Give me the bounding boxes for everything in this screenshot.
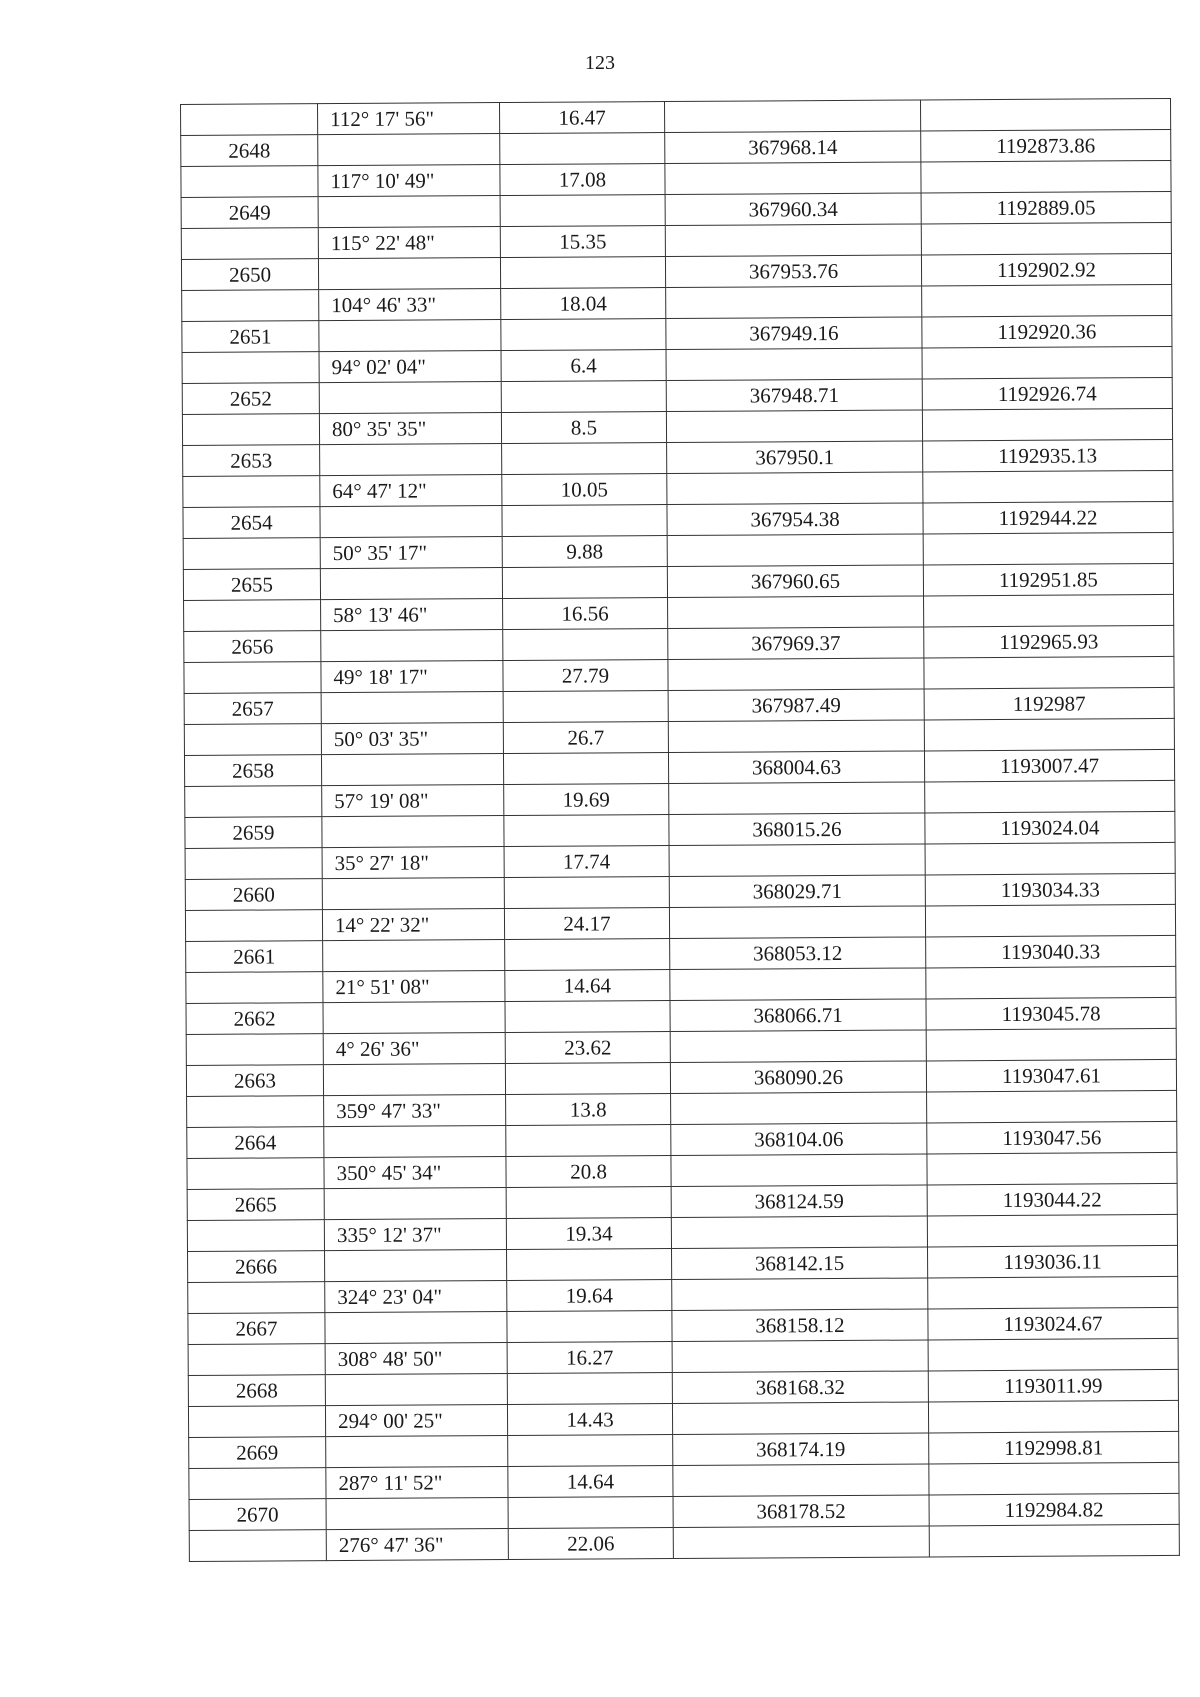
distance-cell bbox=[502, 443, 667, 475]
station-cell bbox=[185, 848, 322, 880]
bearing-cell bbox=[322, 816, 504, 848]
easting-cell bbox=[672, 1402, 928, 1435]
bearing-cell bbox=[321, 630, 503, 662]
distance-cell bbox=[505, 1001, 670, 1033]
northing-cell: 1193011.99 bbox=[928, 1369, 1178, 1402]
distance-cell: 16.56 bbox=[503, 598, 668, 630]
easting-cell bbox=[668, 658, 924, 691]
northing-cell: 1192944.22 bbox=[923, 501, 1173, 534]
easting-cell: 368124.59 bbox=[671, 1185, 927, 1218]
northing-cell bbox=[925, 842, 1175, 875]
bearing-cell: 50° 03' 35" bbox=[321, 723, 503, 755]
distance-cell: 17.74 bbox=[504, 846, 669, 878]
station-cell: 2656 bbox=[184, 631, 321, 663]
easting-cell bbox=[664, 100, 920, 133]
station-cell bbox=[189, 1468, 326, 1500]
distance-cell bbox=[501, 319, 666, 351]
bearing-cell bbox=[325, 1312, 507, 1344]
bearing-cell: 57° 19' 08" bbox=[322, 785, 504, 817]
bearing-cell bbox=[319, 382, 501, 414]
bearing-cell: 294° 00' 25" bbox=[325, 1405, 507, 1437]
distance-cell bbox=[506, 1125, 671, 1157]
station-cell bbox=[184, 600, 321, 632]
distance-cell bbox=[500, 195, 665, 227]
easting-cell bbox=[671, 1154, 927, 1187]
station-cell bbox=[182, 352, 319, 384]
bearing-cell bbox=[319, 320, 501, 352]
northing-cell: 1193047.56 bbox=[927, 1121, 1177, 1154]
segment-row bbox=[189, 1524, 1179, 1561]
easting-cell: 367960.34 bbox=[665, 193, 921, 226]
bearing-cell bbox=[323, 1002, 505, 1034]
easting-cell: 368015.26 bbox=[669, 813, 925, 846]
distance-cell bbox=[506, 1187, 671, 1219]
bearing-cell: 117° 10' 49" bbox=[318, 165, 500, 197]
northing-cell: 1192998.81 bbox=[929, 1431, 1179, 1464]
northing-cell: 1192889.05 bbox=[921, 191, 1171, 224]
bearing-cell: 4° 26' 36" bbox=[323, 1033, 505, 1065]
northing-cell bbox=[920, 98, 1170, 131]
bearing-cell bbox=[323, 940, 505, 972]
distance-cell bbox=[508, 1497, 673, 1529]
bearing-cell: 49° 18' 17" bbox=[321, 661, 503, 693]
easting-cell bbox=[666, 410, 922, 443]
northing-cell bbox=[929, 1462, 1179, 1495]
station-cell: 2659 bbox=[185, 817, 322, 849]
distance-cell bbox=[507, 1249, 672, 1281]
bearing-cell: 115° 22' 48" bbox=[318, 227, 500, 259]
easting-cell: 368004.63 bbox=[668, 751, 924, 784]
northing-cell bbox=[929, 1524, 1179, 1557]
bearing-cell: 359° 47' 33" bbox=[324, 1095, 506, 1127]
northing-cell: 1193044.22 bbox=[927, 1183, 1177, 1216]
easting-cell bbox=[665, 224, 921, 257]
distance-cell: 15.35 bbox=[500, 226, 665, 258]
bearing-cell: 308° 48' 50" bbox=[325, 1343, 507, 1375]
distance-cell bbox=[508, 1435, 673, 1467]
bearing-cell: 64° 47' 12" bbox=[320, 475, 502, 507]
bearing-cell bbox=[326, 1436, 508, 1468]
bearing-cell: 50° 35' 17" bbox=[320, 537, 502, 569]
easting-cell: 368158.12 bbox=[672, 1309, 928, 1342]
northing-cell: 1193034.33 bbox=[925, 873, 1175, 906]
station-cell bbox=[186, 972, 323, 1004]
northing-cell bbox=[925, 780, 1175, 813]
northing-cell: 1193036.11 bbox=[927, 1245, 1177, 1278]
station-cell: 2667 bbox=[188, 1313, 325, 1345]
northing-cell: 1192984.82 bbox=[929, 1493, 1179, 1526]
bearing-cell: 80° 35' 35" bbox=[319, 413, 501, 445]
distance-cell: 24.17 bbox=[504, 908, 669, 940]
distance-cell: 27.79 bbox=[503, 660, 668, 692]
station-cell bbox=[181, 228, 318, 260]
northing-cell bbox=[928, 1338, 1178, 1371]
distance-cell: 23.62 bbox=[505, 1032, 670, 1064]
bearing-cell bbox=[320, 568, 502, 600]
easting-cell: 367950.1 bbox=[667, 441, 923, 474]
northing-cell: 1193047.61 bbox=[926, 1059, 1176, 1092]
easting-cell: 368090.26 bbox=[670, 1061, 926, 1094]
bearing-cell bbox=[318, 196, 500, 228]
station-cell: 2655 bbox=[183, 569, 320, 601]
station-cell: 2662 bbox=[186, 1003, 323, 1035]
traverse-table-body bbox=[181, 98, 1180, 1561]
station-cell: 2668 bbox=[188, 1375, 325, 1407]
easting-cell bbox=[668, 596, 924, 629]
easting-cell bbox=[673, 1526, 929, 1559]
station-cell bbox=[188, 1344, 325, 1376]
station-cell bbox=[187, 1158, 324, 1190]
easting-cell: 368029.71 bbox=[669, 875, 925, 908]
easting-cell bbox=[671, 1216, 927, 1249]
easting-cell: 367987.49 bbox=[668, 689, 924, 722]
distance-cell: 19.69 bbox=[504, 784, 669, 816]
distance-cell: 18.04 bbox=[501, 288, 666, 320]
station-cell bbox=[187, 1220, 324, 1252]
northing-cell: 1192902.92 bbox=[921, 253, 1171, 286]
distance-cell bbox=[500, 257, 665, 289]
bearing-cell bbox=[320, 444, 502, 476]
bearing-cell bbox=[321, 692, 503, 724]
easting-cell: 367969.37 bbox=[668, 627, 924, 660]
easting-cell: 367954.38 bbox=[667, 503, 923, 536]
distance-cell bbox=[504, 877, 669, 909]
distance-cell: 16.47 bbox=[499, 102, 664, 134]
easting-cell bbox=[665, 162, 921, 195]
northing-cell: 1192965.93 bbox=[924, 625, 1174, 658]
station-cell bbox=[188, 1406, 325, 1438]
easting-cell bbox=[667, 534, 923, 567]
station-cell: 2657 bbox=[184, 693, 321, 725]
northing-cell bbox=[927, 1152, 1177, 1185]
distance-cell bbox=[504, 815, 669, 847]
northing-cell bbox=[926, 1028, 1176, 1061]
northing-cell bbox=[922, 408, 1172, 441]
northing-cell bbox=[924, 594, 1174, 627]
northing-cell: 1193007.47 bbox=[924, 749, 1174, 782]
bearing-cell bbox=[326, 1498, 508, 1530]
bearing-cell bbox=[324, 1188, 506, 1220]
distance-cell bbox=[503, 753, 668, 785]
distance-cell bbox=[505, 939, 670, 971]
northing-cell bbox=[928, 1400, 1178, 1433]
station-cell bbox=[187, 1096, 324, 1128]
northing-cell bbox=[926, 966, 1176, 999]
station-cell: 2648 bbox=[181, 135, 318, 167]
easting-cell: 368168.32 bbox=[672, 1371, 928, 1404]
bearing-cell bbox=[322, 878, 504, 910]
northing-cell: 1192873.86 bbox=[921, 129, 1171, 162]
easting-cell: 367960.65 bbox=[667, 565, 923, 598]
distance-cell: 14.64 bbox=[508, 1466, 673, 1498]
distance-cell: 16.27 bbox=[507, 1342, 672, 1374]
bearing-cell: 35° 27' 18" bbox=[322, 847, 504, 879]
distance-cell: 6.4 bbox=[501, 350, 666, 382]
northing-cell bbox=[928, 1276, 1178, 1309]
bearing-cell: 276° 47' 36" bbox=[326, 1529, 508, 1561]
station-cell: 2652 bbox=[182, 383, 319, 415]
station-cell: 2669 bbox=[189, 1437, 326, 1469]
distance-cell: 19.34 bbox=[506, 1218, 671, 1250]
northing-cell: 1193024.04 bbox=[925, 811, 1175, 844]
northing-cell bbox=[927, 1214, 1177, 1247]
station-cell bbox=[183, 538, 320, 570]
bearing-cell bbox=[320, 506, 502, 538]
bearing-cell bbox=[318, 134, 500, 166]
easting-cell: 368174.19 bbox=[673, 1433, 929, 1466]
easting-cell bbox=[672, 1278, 928, 1311]
distance-cell bbox=[502, 567, 667, 599]
distance-cell: 8.5 bbox=[501, 412, 666, 444]
easting-cell bbox=[672, 1340, 928, 1373]
easting-cell bbox=[669, 906, 925, 939]
bearing-cell: 350° 45' 34" bbox=[324, 1157, 506, 1189]
northing-cell bbox=[927, 1090, 1177, 1123]
station-cell bbox=[189, 1530, 326, 1562]
easting-cell: 368178.52 bbox=[673, 1495, 929, 1528]
distance-cell bbox=[507, 1373, 672, 1405]
distance-cell: 14.64 bbox=[505, 970, 670, 1002]
distance-cell: 17.08 bbox=[500, 164, 665, 196]
easting-cell: 368142.15 bbox=[672, 1247, 928, 1280]
northing-cell: 1193045.78 bbox=[926, 997, 1176, 1030]
easting-cell: 368066.71 bbox=[670, 999, 926, 1032]
station-cell bbox=[183, 476, 320, 508]
northing-cell: 1192987 bbox=[924, 687, 1174, 720]
distance-cell: 20.8 bbox=[506, 1156, 671, 1188]
bearing-cell bbox=[325, 1250, 507, 1282]
easting-cell bbox=[671, 1092, 927, 1125]
northing-cell bbox=[923, 532, 1173, 565]
distance-cell bbox=[500, 133, 665, 165]
northing-cell: 1193024.67 bbox=[928, 1307, 1178, 1340]
bearing-cell: 324° 23' 04" bbox=[325, 1281, 507, 1313]
station-cell bbox=[184, 724, 321, 756]
easting-cell bbox=[668, 720, 924, 753]
station-cell bbox=[184, 662, 321, 694]
station-cell: 2660 bbox=[185, 879, 322, 911]
distance-cell: 13.8 bbox=[506, 1094, 671, 1126]
bearing-cell bbox=[318, 258, 500, 290]
traverse-table-container bbox=[180, 98, 1179, 1594]
page-number: 123 bbox=[585, 52, 615, 74]
northing-cell: 1192920.36 bbox=[922, 315, 1172, 348]
station-cell bbox=[182, 414, 319, 446]
bearing-cell: 14° 22' 32" bbox=[322, 909, 504, 941]
northing-cell bbox=[923, 470, 1173, 503]
distance-cell: 9.88 bbox=[502, 536, 667, 568]
northing-cell bbox=[921, 160, 1171, 193]
bearing-cell: 58° 13' 46" bbox=[321, 599, 503, 631]
bearing-cell bbox=[325, 1374, 507, 1406]
easting-cell bbox=[667, 472, 923, 505]
easting-cell: 367949.16 bbox=[666, 317, 922, 350]
bearing-cell: 104° 46' 33" bbox=[319, 289, 501, 321]
distance-cell: 22.06 bbox=[508, 1528, 673, 1560]
bearing-cell bbox=[324, 1126, 506, 1158]
easting-cell: 367968.14 bbox=[665, 131, 921, 164]
bearing-cell: 335° 12' 37" bbox=[324, 1219, 506, 1251]
northing-cell bbox=[924, 718, 1174, 751]
easting-cell: 367948.71 bbox=[666, 379, 922, 412]
bearing-cell: 287° 11' 52" bbox=[326, 1467, 508, 1499]
station-cell bbox=[181, 166, 318, 198]
bearing-cell: 21° 51' 08" bbox=[323, 971, 505, 1003]
station-cell: 2670 bbox=[189, 1499, 326, 1531]
station-cell: 2649 bbox=[181, 197, 318, 229]
northing-cell bbox=[925, 904, 1175, 937]
station-cell: 2651 bbox=[182, 321, 319, 353]
station-cell bbox=[185, 910, 322, 942]
easting-cell: 368053.12 bbox=[670, 937, 926, 970]
distance-cell: 10.05 bbox=[502, 474, 667, 506]
distance-cell bbox=[503, 629, 668, 661]
easting-cell bbox=[670, 968, 926, 1001]
station-cell: 2650 bbox=[181, 259, 318, 291]
bearing-cell bbox=[323, 1064, 505, 1096]
distance-cell bbox=[502, 505, 667, 537]
station-cell: 2658 bbox=[184, 755, 321, 787]
distance-cell: 26.7 bbox=[503, 722, 668, 754]
northing-cell: 1193040.33 bbox=[926, 935, 1176, 968]
easting-cell bbox=[670, 1030, 926, 1063]
station-cell: 2654 bbox=[183, 507, 320, 539]
northing-cell bbox=[921, 222, 1171, 255]
northing-cell: 1192926.74 bbox=[922, 377, 1172, 410]
station-cell: 2666 bbox=[188, 1251, 325, 1283]
bearing-cell: 112° 17' 56" bbox=[318, 103, 500, 135]
distance-cell bbox=[505, 1063, 670, 1095]
station-cell bbox=[182, 290, 319, 322]
station-cell: 2653 bbox=[183, 445, 320, 477]
station-cell: 2665 bbox=[187, 1189, 324, 1221]
bearing-cell bbox=[321, 754, 503, 786]
distance-cell: 19.64 bbox=[507, 1280, 672, 1312]
easting-cell: 367953.76 bbox=[665, 255, 921, 288]
northing-cell: 1192935.13 bbox=[923, 439, 1173, 472]
easting-cell bbox=[666, 348, 922, 381]
station-cell: 2661 bbox=[186, 941, 323, 973]
northing-cell: 1192951.85 bbox=[923, 563, 1173, 596]
station-cell bbox=[186, 1034, 323, 1066]
traverse-table bbox=[180, 98, 1180, 1562]
station-cell bbox=[181, 104, 318, 136]
bearing-cell: 94° 02' 04" bbox=[319, 351, 501, 383]
easting-cell: 368104.06 bbox=[671, 1123, 927, 1156]
northing-cell bbox=[922, 346, 1172, 379]
easting-cell bbox=[673, 1464, 929, 1497]
easting-cell bbox=[669, 782, 925, 815]
distance-cell bbox=[503, 691, 668, 723]
distance-cell bbox=[501, 381, 666, 413]
distance-cell: 14.43 bbox=[507, 1404, 672, 1436]
station-cell bbox=[188, 1282, 325, 1314]
station-cell bbox=[185, 786, 322, 818]
station-cell: 2663 bbox=[186, 1065, 323, 1097]
northing-cell bbox=[922, 284, 1172, 317]
easting-cell bbox=[666, 286, 922, 319]
distance-cell bbox=[507, 1311, 672, 1343]
northing-cell bbox=[924, 656, 1174, 689]
station-cell: 2664 bbox=[187, 1127, 324, 1159]
easting-cell bbox=[669, 844, 925, 877]
